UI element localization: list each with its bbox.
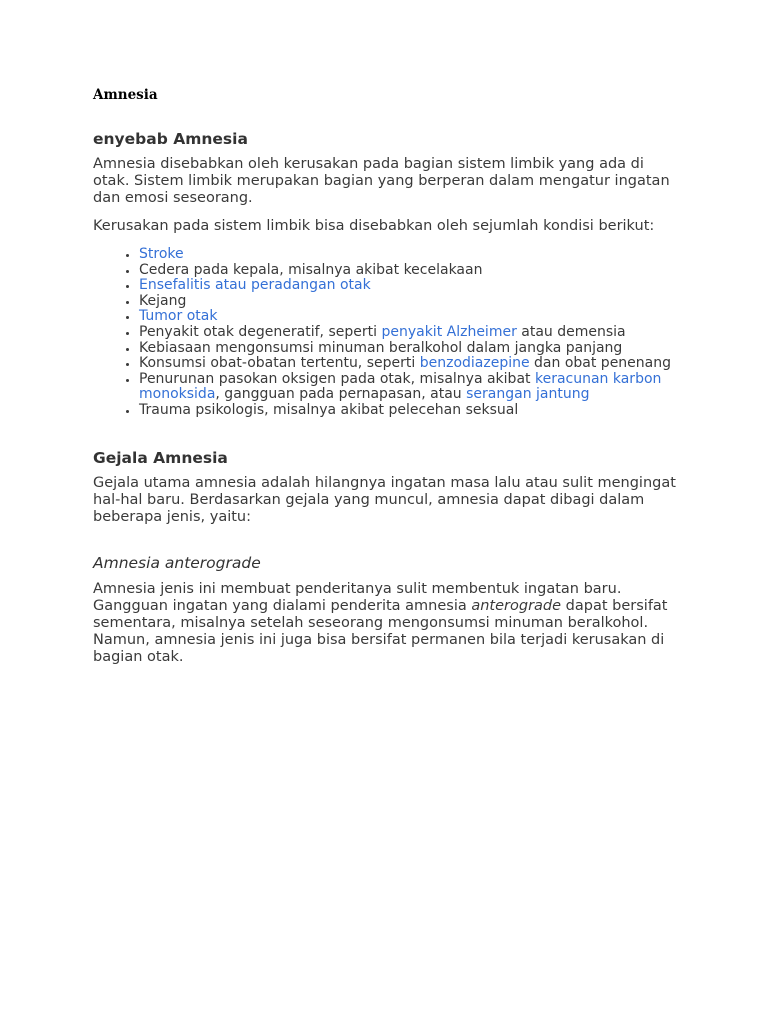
paragraph-text: dapat bersifat sementara, misalnya setelah seseorang mengonsumsi minuman beralkohol. Namun, amnesia jenis ini juga bisa bersifat permanen bila terjadi kerusakan di bagian otak. [93, 597, 668, 665]
document-title: Amnesia [93, 87, 158, 103]
section-heading-penyebab: enyebab Amnesia [93, 130, 248, 148]
list-item-text: Penurunan pasokan oksigen pada otak, misalnya akibat [139, 370, 535, 387]
paragraph: Gejala utama amnesia adalah hilangnya ingatan masa lalu atau sulit mengingat hal-hal baru. Berdasarkan gejala yang muncul, amnesia dapat dibagi dalam beberapa jenis, yaitu: [93, 474, 676, 525]
list-item [139, 294, 683, 310]
link-tumor-otak[interactable]: Tumor otak [139, 308, 218, 325]
document-content [93, 130, 683, 677]
list-item[interactable] [139, 247, 683, 263]
list-item-text: dan obat penenang [529, 355, 672, 372]
paragraph: Kerusakan pada sistem limbik bisa disebabkan oleh sejumlah kondisi berikut: [93, 218, 655, 234]
list-item[interactable] [139, 309, 683, 325]
list-item [139, 372, 683, 403]
link-serangan-jantung[interactable]: serangan jantung [466, 386, 590, 403]
list-item [139, 341, 683, 357]
section-heading-gejala: Gejala Amnesia [93, 448, 228, 467]
list-item-text: Konsumsi obat-obatan tertentu, seperti [139, 355, 420, 372]
list-item-text: atau demensia [516, 323, 626, 340]
list-item-text: Kebiasaan mengonsumsi minuman beralkohol dalam jangka panjang [139, 339, 623, 356]
list-item [139, 356, 683, 372]
list-item-text: Trauma psikologis, misalnya akibat pelecehan seksual [139, 401, 519, 418]
list-item[interactable] [139, 278, 683, 294]
link-ensefalitis[interactable]: Ensefalitis atau peradangan otak [139, 277, 371, 294]
causes-list [93, 247, 683, 419]
subsection-heading-anterograde: Amnesia anterograde [93, 553, 261, 572]
list-item-text: Penyakit otak degeneratif, seperti [139, 323, 382, 340]
list-item [139, 263, 683, 279]
link-stroke[interactable]: Stroke [139, 246, 184, 262]
paragraph [93, 581, 683, 666]
list-item-text: Kejang [139, 292, 187, 309]
list-item [139, 403, 683, 419]
link-benzodiazepine[interactable]: benzodiazepine [419, 355, 530, 372]
list-item-text: Cedera pada kepala, misalnya akibat kecelakaan [139, 261, 483, 278]
link-keracunan-karbon-monoksida[interactable]: keracunan karbon monoksida [139, 370, 662, 403]
link-penyakit-alzheimer[interactable]: penyakit Alzheimer [381, 323, 517, 340]
list-item [139, 325, 683, 341]
emphasis-text: anterograde [471, 597, 562, 614]
list-item-text: , gangguan pada pernapasan, atau [215, 386, 467, 403]
paragraph: Amnesia disebabkan oleh kerusakan pada bagian sistem limbik yang ada di otak. Sistem limbik merupakan bagian yang berperan dalam mengatur ingatan dan emosi seseorang. [93, 156, 670, 206]
paragraph-text: Amnesia jenis ini membuat penderitanya sulit membentuk ingatan baru. Gangguan ingatan yang dialami penderita amnesia [93, 580, 622, 614]
